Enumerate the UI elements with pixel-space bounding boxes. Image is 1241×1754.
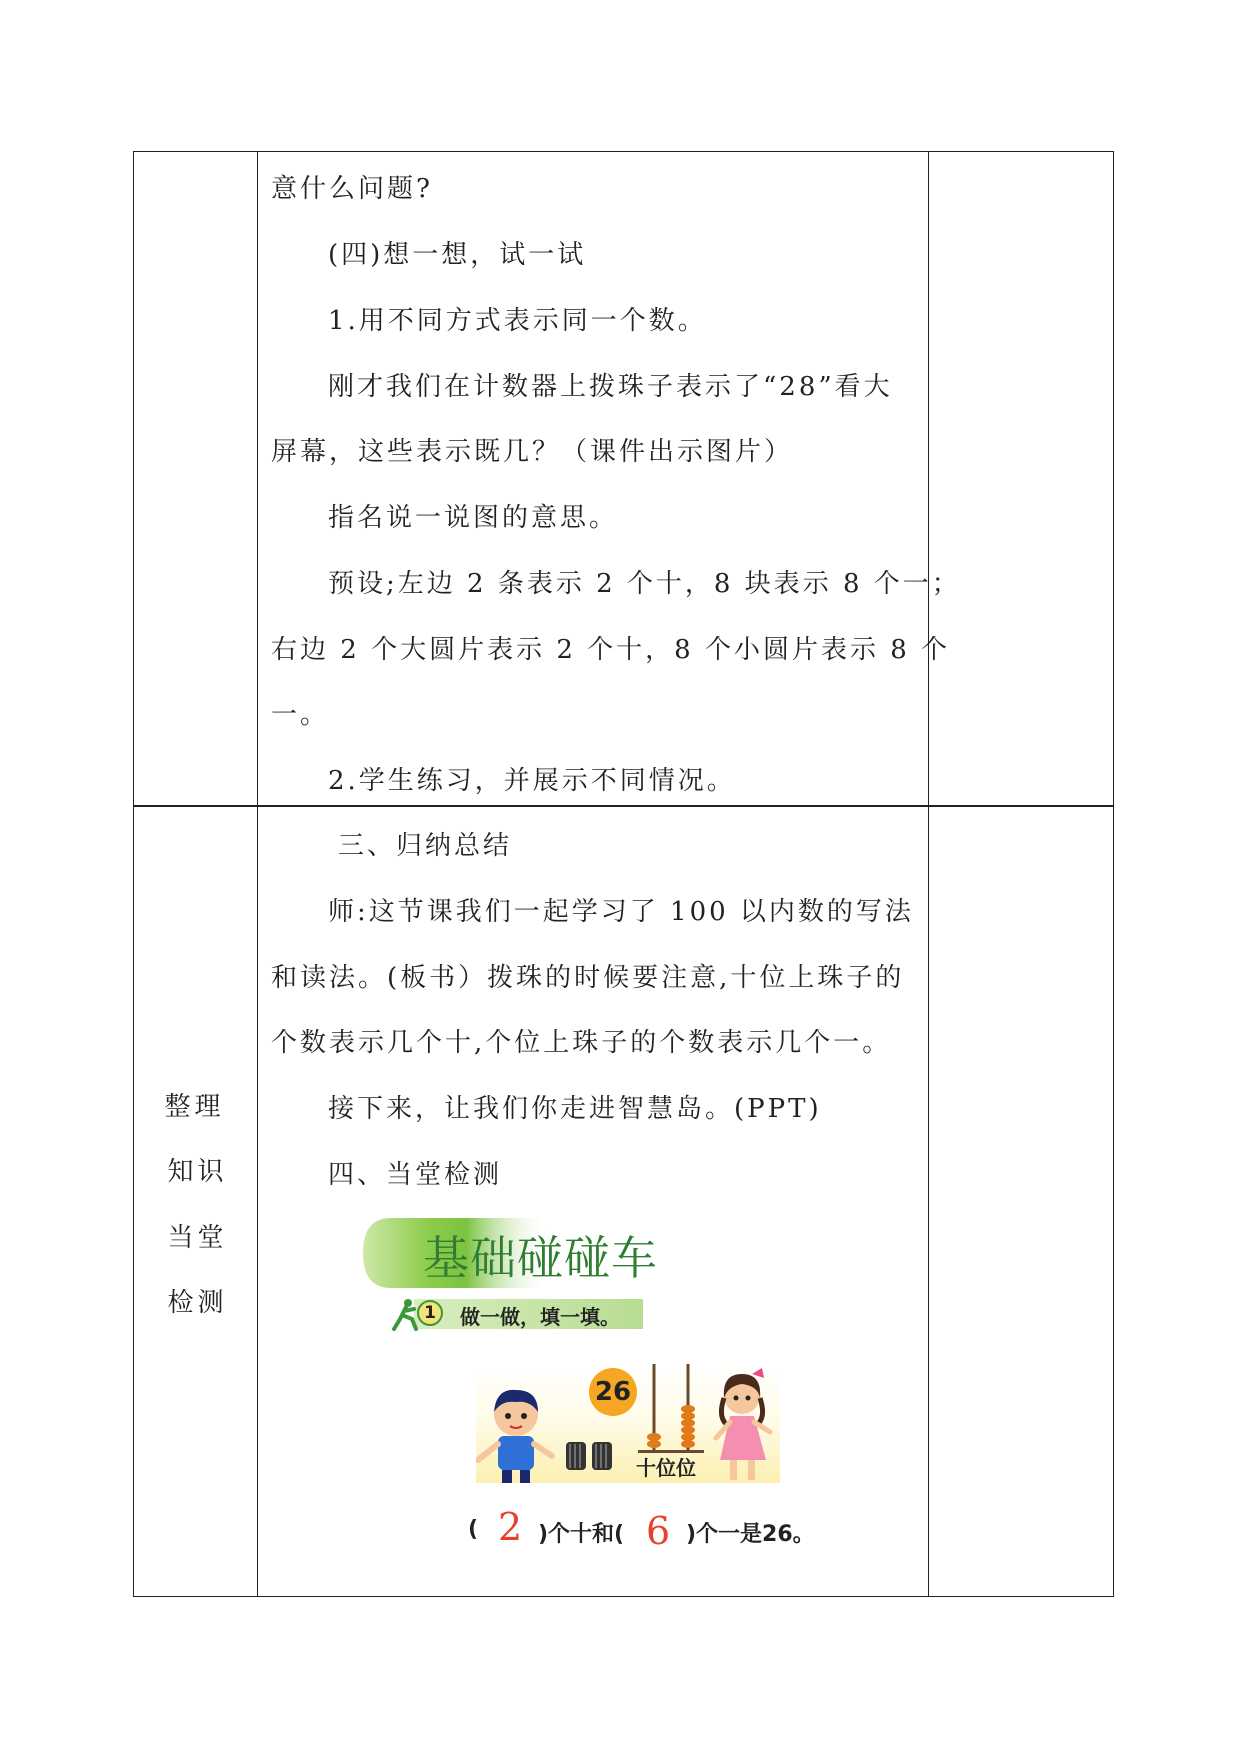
section-heading: 三、归纳总结 [338,831,513,861]
boy-figure [476,1384,556,1483]
ones-answer: 6 [646,1509,671,1553]
ten-sticks-icon [564,1440,616,1472]
section-heading: (四)想一想，试一试 [328,240,587,270]
answer-end-text: )个一是26。 [686,1522,815,1547]
paragraph-line: 1.用不同方式表示同一个数。 [328,306,707,336]
paragraph-line: 意什么问题? [271,174,433,204]
column-divider [257,806,258,1596]
exercise-number: 1 [417,1300,443,1326]
paragraph-line: 刚才我们在计数器上拨珠子表示了“28”看大 [328,372,893,402]
exercise-label [390,1297,643,1331]
paragraph-line: 和读法。(板书）拨珠的时候要注意,十位上珠子的 [271,963,905,993]
paragraph-line: 一。 [271,700,330,730]
paragraph-line: 个数表示几个十,个位上珠子的个数表示几个一。 [271,1028,892,1058]
runner-icon [390,1297,420,1331]
paragraph-line: 屏幕，这些表示既几？（课件出示图片） [271,437,794,467]
paragraph-line: 师:这节课我们一起学习了 100 以内数的写法 [328,897,914,927]
counting-illustration [476,1364,780,1483]
side-label: 整理 [164,1092,225,1122]
paragraph-line: 预设;左边 2 条表示 2 个十，8 块表示 8 个一； [328,569,961,599]
paragraph-line: 接下来，让我们你走进智慧岛。(PPT) [328,1094,822,1124]
section-heading: 四、当堂检测 [328,1160,503,1190]
side-label: 知识 [167,1157,228,1187]
exercise-text: 做一做，填一填。 [460,1305,620,1329]
paragraph-line: 2.学生练习，并展示不同情况。 [328,766,736,796]
counter-label: 十位位 [636,1456,696,1480]
paragraph-line: 指名说一说图的意思。 [328,503,619,533]
girl-figure [712,1368,780,1483]
paragraph-line: 右边 2 个大圆片表示 2 个十，8 个小圆片表示 8 个 [271,635,951,665]
side-label: 检测 [167,1288,228,1318]
number-badge: 26 [589,1368,637,1416]
column-divider [928,806,929,1596]
answer-paren: ( [468,1517,479,1542]
answer-middle-text: )个十和( [538,1522,625,1547]
banner-title: 基础碰碰车 [423,1231,658,1285]
banner [361,1216,691,1290]
column-divider [257,152,258,806]
side-label: 当堂 [167,1223,228,1253]
column-divider [928,152,929,806]
tens-answer: 2 [498,1505,523,1549]
